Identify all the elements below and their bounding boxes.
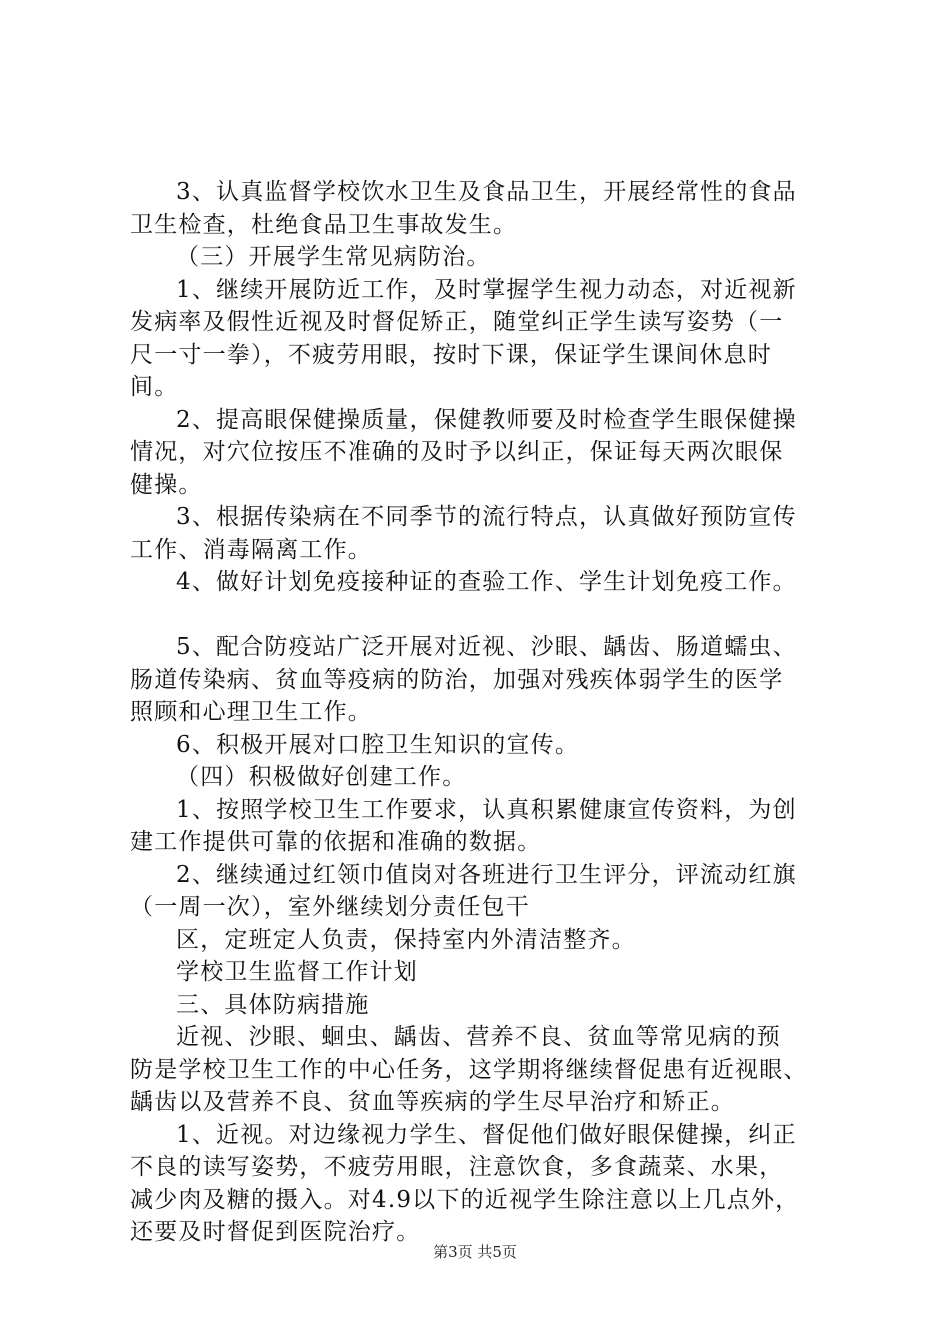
paragraph-line: 近视、沙眼、蛔虫、龋齿、营养不良、贫血等常见病的预 xyxy=(176,1024,781,1050)
paragraph-line: 1、近视。对边缘视力学生、督促他们做好眼保健操，纠正 xyxy=(176,1121,797,1148)
paragraph-line: 肠道传染病、贫血等疫病的防治，加强对残疾体弱学生的医学 xyxy=(130,666,784,693)
paragraph-line: 4、做好计划免疫接种证的查验工作、学生计划免疫工作。 xyxy=(176,569,797,595)
paragraph-line: 区，定班定人负责，保持室内外清洁整齐。 xyxy=(176,926,636,953)
paragraph-line: 还要及时督促到医院治疗。 xyxy=(130,1219,421,1245)
paragraph-line: 2、继续通过红领巾值岗对各班进行卫生评分，评流动红旗 xyxy=(176,861,797,888)
paragraph-line: 3、根据传染病在不同季节的流行特点，认真做好预防宣传 xyxy=(176,504,797,530)
paragraph-line: 防是学校卫生工作的中心任务，这学期将继续督促患有近视眼、 xyxy=(130,1056,808,1083)
section-title: 学校卫生监督工作计划 xyxy=(176,959,418,985)
paragraph-line: 卫生检查，杜绝食品卫生事故发生。 xyxy=(130,211,518,238)
document-body xyxy=(130,176,830,1249)
paragraph-line: 工作、消毒隔离工作。 xyxy=(130,536,372,563)
paragraph-line: 1、按照学校卫生工作要求，认真积累健康宣传资料，为创 xyxy=(176,796,797,823)
paragraph-line: 发病率及假性近视及时督促矫正，随堂纠正学生读写姿势（一 xyxy=(130,309,784,335)
section-heading: （三）开展学生常见病防治。 xyxy=(176,244,491,270)
paragraph-line: 照顾和心理卫生工作。 xyxy=(130,699,372,725)
paragraph-line: 1、继续开展防近工作，及时掌握学生视力动态，对近视新 xyxy=(176,276,797,303)
section-heading: 三、具体防病措施 xyxy=(176,991,370,1018)
paragraph-line: 龋齿以及营养不良、贫血等疾病的学生尽早治疗和矫正。 xyxy=(130,1089,735,1115)
paragraph-line: 情况，对穴位按压不准确的及时予以纠正，保证每天两次眼保 xyxy=(130,439,784,465)
paragraph-line: 3、认真监督学校饮水卫生及食品卫生，开展经常性的食品 xyxy=(176,179,797,205)
paragraph-line: 减少肉及糖的摄入。对4.9以下的近视学生除注意以上几点外， xyxy=(130,1186,800,1213)
section-heading: （四）积极做好创建工作。 xyxy=(176,764,467,790)
paragraph-line: 间。 xyxy=(130,374,179,400)
blank-line xyxy=(130,599,830,632)
paragraph-line: （一周一次），室外继续划分责任包干 xyxy=(130,894,530,920)
paragraph-line: 健操。 xyxy=(130,471,203,498)
paragraph-line: 不良的读写姿势，不疲劳用眼，注意饮食，多食蔬菜、水果， xyxy=(130,1154,784,1180)
paragraph-line: 尺一寸一拳），不疲劳用眼，按时下课，保证学生课间休息时 xyxy=(130,341,772,368)
page-number-footer: 第3页 共5页 xyxy=(433,1243,517,1261)
paragraph-line: 6、积极开展对口腔卫生知识的宣传。 xyxy=(176,731,580,758)
paragraph-line: 建工作提供可靠的依据和准确的数据。 xyxy=(130,829,542,855)
paragraph-line: 5、配合防疫站广泛开展对近视、沙眼、龋齿、肠道蠕虫、 xyxy=(176,634,797,660)
paragraph-line: 2、提高眼保健操质量，保健教师要及时检查学生眼保健操 xyxy=(176,406,797,433)
